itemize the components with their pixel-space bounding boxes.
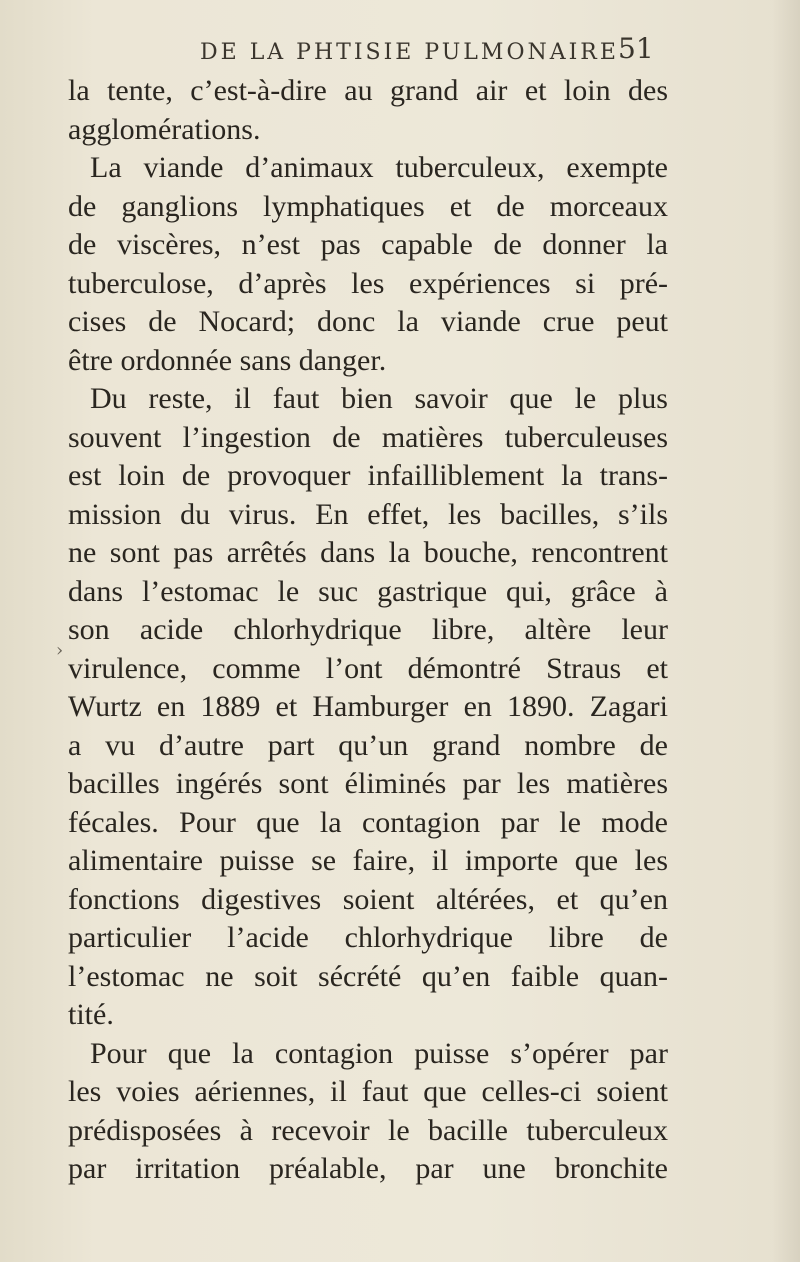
text-line: les voies aériennes, il faut que celles-ci soient bbox=[68, 1075, 668, 1108]
running-title: DE LA PHTISIE PULMONAIRE bbox=[200, 40, 619, 65]
page-number: 51 bbox=[618, 32, 654, 65]
page-edge-shadow bbox=[772, 0, 800, 1262]
text-line: tuberculose, d’après les expériences si pré- bbox=[68, 266, 668, 300]
text-line: cises de Nocard; donc la viande crue peut bbox=[68, 305, 668, 338]
text-line: La viande d’animaux tuberculeux, exempte bbox=[90, 151, 668, 184]
text-line: fonctions digestives soient altérées, et qu’en bbox=[68, 882, 668, 916]
text-line: dans l’estomac le suc gastrique qui, grâce à bbox=[68, 574, 668, 608]
text-line: fécales. Pour que la contagion par le mode bbox=[68, 805, 668, 839]
text-line: être ordonnée sans danger. bbox=[68, 343, 387, 377]
text-line: par irritation préalable, par une bronchite bbox=[68, 1152, 668, 1185]
text-line: de ganglions lymphatiques et de morceaux bbox=[68, 189, 668, 223]
text-line: virulence, comme l’ont démontré Straus et bbox=[68, 651, 668, 685]
text-line: est loin de provoquer infailliblement la trans- bbox=[68, 459, 668, 492]
text-line: souvent l’ingestion de matières tuberculeuses bbox=[68, 420, 668, 454]
text-line: son acide chlorhydrique libre, altère leur bbox=[68, 613, 668, 646]
text-line: Wurtz en 1889 et Hamburger en 1890. Zagari bbox=[68, 690, 668, 723]
text-line: Pour que la contagion puisse s’opérer par bbox=[90, 1036, 668, 1070]
text-line: la tente, c’est-à-dire au grand air et loin des bbox=[68, 74, 668, 107]
margin-mark: › bbox=[56, 640, 64, 661]
page-header bbox=[200, 32, 670, 72]
text-line: ne sont pas arrêtés dans la bouche, rencontrent bbox=[68, 536, 668, 569]
text-line: bacilles ingérés sont éliminés par les matières bbox=[68, 767, 668, 800]
text-line: prédisposées à recevoir le bacille tuberculeux bbox=[68, 1113, 668, 1147]
body-text bbox=[68, 72, 668, 1189]
text-line: l’estomac ne soit sécrété qu’en faible quan- bbox=[68, 959, 668, 993]
text-line: a vu d’autre part qu’un grand nombre de bbox=[68, 728, 668, 762]
text-line: Du reste, il faut bien savoir que le plus bbox=[90, 382, 668, 415]
text-line: tité. bbox=[68, 998, 114, 1031]
text-line: de viscères, n’est pas capable de donner la bbox=[68, 228, 668, 261]
text-line: mission du virus. En effet, les bacilles, s’ils bbox=[68, 497, 668, 531]
text-line: particulier l’acide chlorhydrique libre de bbox=[68, 921, 668, 954]
text-line: alimentaire puisse se faire, il importe que les bbox=[68, 844, 668, 877]
text-line: agglomérations. bbox=[68, 112, 261, 146]
